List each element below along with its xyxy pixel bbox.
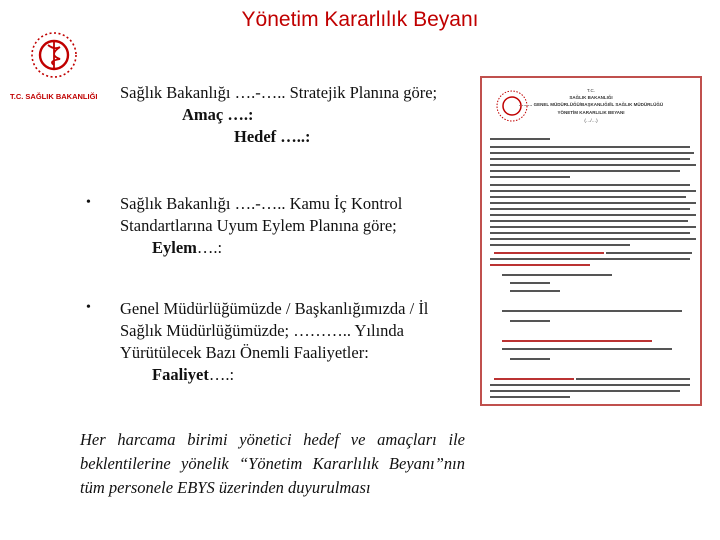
doc-header: (…/…): [584, 118, 598, 123]
action-value: ….:: [196, 238, 223, 257]
activities-line: Genel Müdürlüğümüzde / Başkanlığımızda / İl: [120, 299, 429, 318]
bullet-marker: •: [86, 195, 91, 210]
activity-label: Faaliyet: [152, 365, 209, 384]
announcement-note: Her harcama birimi yönetici hedef ve amaçları ile beklentilerine yönelik “Yönetim Kararlılık Beyanı”nın tüm personele EBYS üzerinden duyurulması: [80, 430, 465, 497]
goal-line: Amaç ….:: [182, 105, 254, 124]
logo-text: T.C. SAĞLIK BAKANLIĞI: [10, 92, 98, 101]
action-label: Eylem: [152, 238, 197, 257]
doc-header: SAĞLIK BAKANLIĞI: [569, 95, 613, 100]
doc-header: ……… GENEL MÜDÜRLÜĞÜ/BAŞKANLIĞI/İL SAĞLIK MÜDÜRLÜĞÜ: [518, 102, 664, 107]
action-plan-line: Sağlık Bakanlığı ….-….. Kamu İç Kontrol: [120, 194, 403, 213]
strategic-plan-block: [120, 82, 437, 148]
ministry-logo: [8, 25, 100, 101]
action-line: [152, 237, 402, 259]
doc-header: T.C.: [586, 88, 595, 93]
strategic-plan-line: Sağlık Bakanlığı ….-….. Stratejik Planına göre;: [120, 83, 438, 102]
doc-logo-icon: [492, 86, 532, 126]
activity-line: [152, 364, 428, 386]
activities-line: Sağlık Müdürlüğümüzde; ……….. Yılında: [120, 321, 404, 340]
ministry-emblem-icon: [8, 25, 100, 91]
activities-line: Yürütülecek Bazı Önemli Faaliyetler:: [120, 343, 369, 362]
declaration-document-image: [480, 76, 702, 406]
activity-value: ….:: [208, 365, 235, 384]
action-plan-line: Standartlarına Uyum Eylem Planına göre;: [120, 216, 397, 235]
bullet-marker: •: [86, 300, 91, 315]
action-plan-block: [120, 193, 402, 259]
activities-block: [120, 298, 428, 386]
page-title: Yönetim Kararlılık Beyanı: [241, 8, 479, 31]
target-line: Hedef …..:: [234, 127, 311, 146]
doc-header: YÖNETİM KARARLILIK BEYANI: [557, 110, 625, 115]
